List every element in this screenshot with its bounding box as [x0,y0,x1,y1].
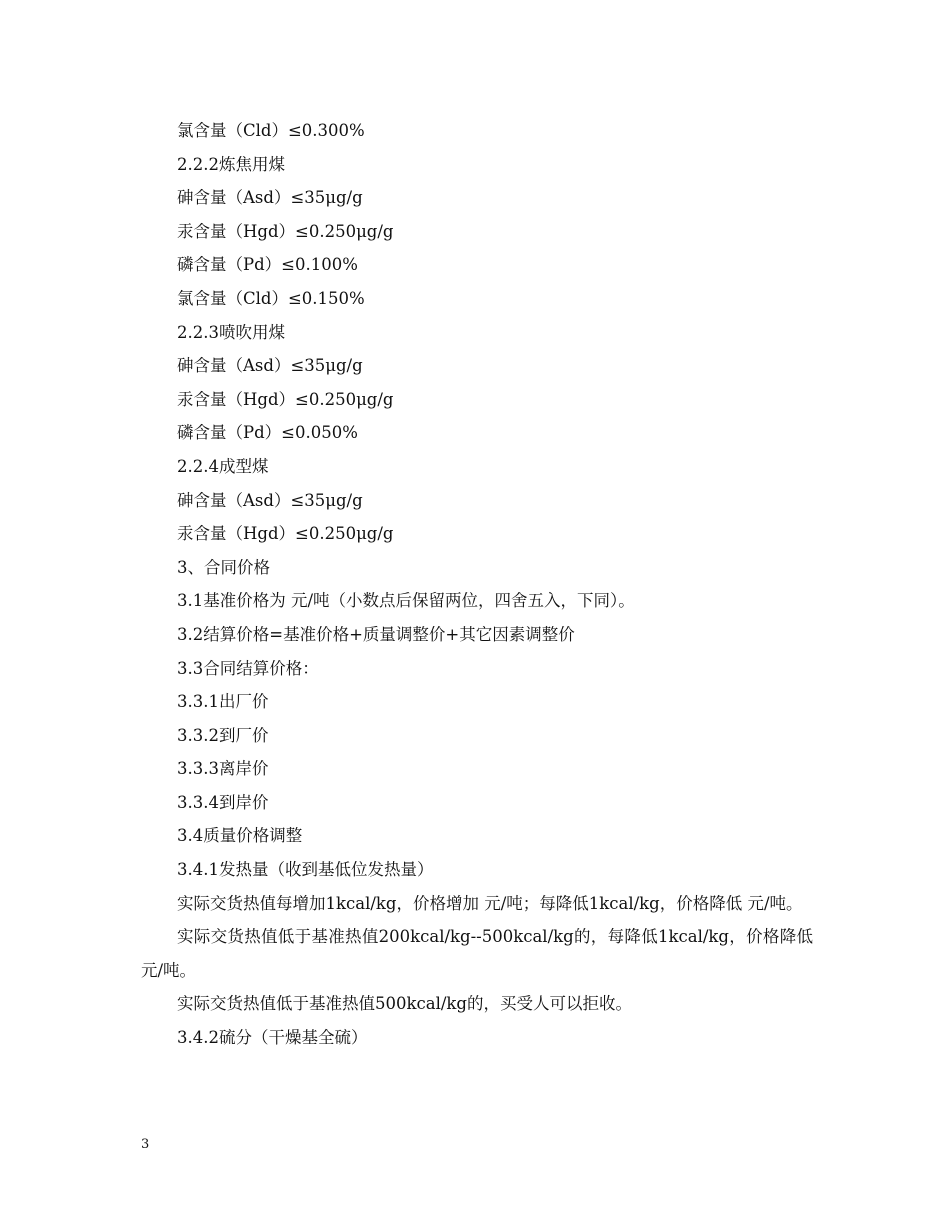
text-line: 汞含量（Hgd）≤0.250μg/g [177,221,394,241]
section-heading: 3.4.2硫分（干燥基全硫） [177,1028,368,1048]
text-line: 3.3.3离岸价 [177,759,269,779]
section-heading: 3.4质量价格调整 [177,826,303,846]
section-heading: 3、合同价格 [177,557,270,577]
text-line: 磷含量（Pd）≤0.050% [177,423,358,443]
text-line: 砷含量（Asd）≤35μg/g [177,188,363,208]
page-number: 3 [141,1137,150,1152]
section-heading: 2.2.2炼焦用煤 [177,154,285,174]
text-line: 3.3.2到厂价 [177,725,269,745]
text-line: 3.3.1出厂价 [177,692,269,712]
text-line: 3.3合同结算价格： [177,658,319,678]
paragraph: 实际交货热值低于基准热值200kcal/kg--500kcal/kg的，每降低1kcal/kg，价格降低 元/吨。 [141,927,813,980]
text-line: 汞含量（Hgd）≤0.250μg/g [177,524,394,544]
document-body [141,114,813,1055]
section-heading: 3.4.1发热量（收到基低位发热量） [177,860,434,880]
text-line: 砷含量（Asd）≤35μg/g [177,356,363,376]
text-line: 3.2结算价格=基准价格+质量调整价+其它因素调整价 [177,624,575,644]
text-line: 3.3.4到岸价 [177,792,269,812]
section-heading: 2.2.3喷吹用煤 [177,322,285,342]
paragraph: 实际交货热值每增加1kcal/kg，价格增加 元/吨；每降低1kcal/kg，价格降低 元/吨。 [177,893,803,913]
paragraph: 实际交货热值低于基准热值500kcal/kg的，买受人可以拒收。 [177,994,632,1014]
text-line: 汞含量（Hgd）≤0.250μg/g [177,389,394,409]
text-line: 氯含量（Cld）≤0.150% [177,288,365,308]
text-line: 氯含量（Cld）≤0.300% [177,121,365,140]
text-line: 3.1基准价格为 元/吨（小数点后保留两位，四舍五入，下同）。 [177,591,635,611]
text-line: 磷含量（Pd）≤0.100% [177,255,358,275]
section-heading: 2.2.4成型煤 [177,456,269,476]
text-line: 砷含量（Asd）≤35μg/g [177,490,363,510]
